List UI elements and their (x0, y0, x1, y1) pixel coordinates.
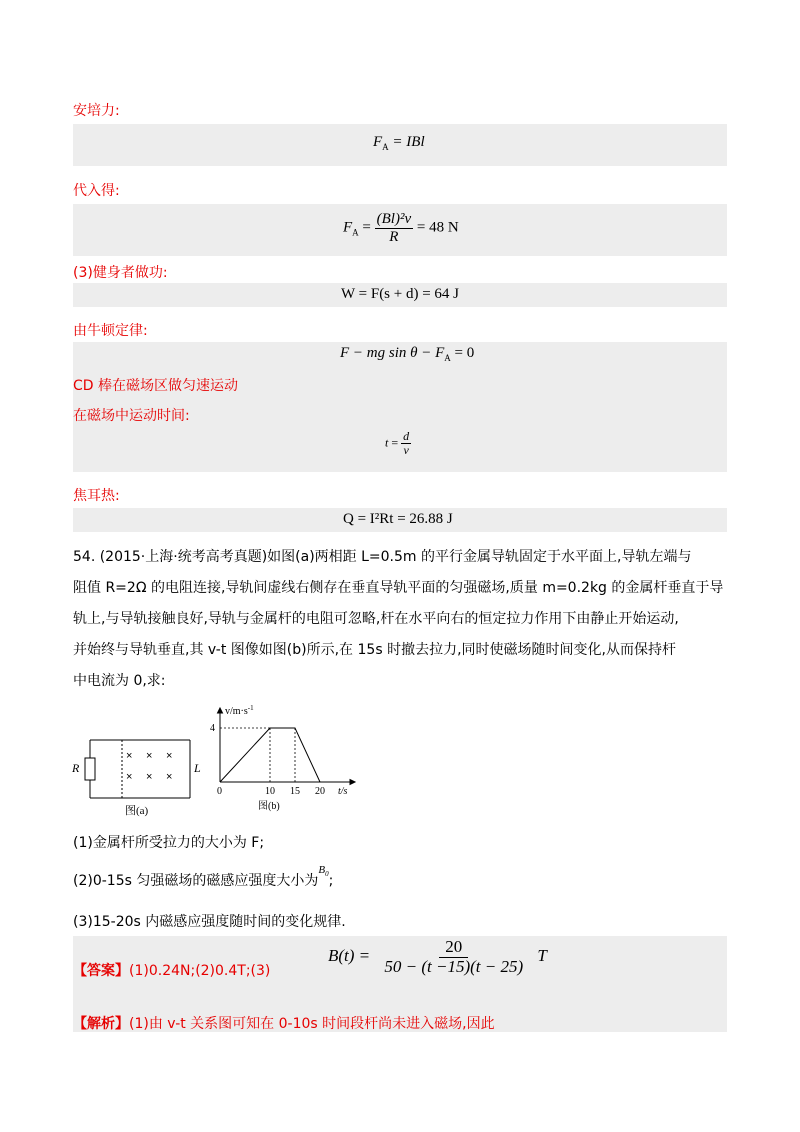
caption-a: 图(a) (125, 805, 149, 817)
problem-text-1: 如图(a)两相距 L=0.5m 的平行金属导轨固定于水平面上,导轨左端与 (267, 549, 692, 565)
field-cross: × (166, 771, 173, 783)
q2-symbol-letter: B (318, 864, 326, 876)
y-axis-label (225, 704, 254, 717)
field-cross: × (126, 750, 133, 762)
equation-box-5 (73, 508, 727, 532)
field-cross: × (126, 771, 133, 783)
formula-lhs: B(t) = (328, 946, 371, 966)
field-cross: × (146, 771, 153, 783)
x-tick-15: 15 (290, 786, 300, 797)
eq5-numerator: d (403, 429, 410, 443)
formula-unit: T (537, 946, 547, 966)
equation-box-3 (73, 283, 727, 307)
eq1-sub: A (382, 142, 389, 152)
label-R: R (72, 761, 80, 775)
eq1-lhs: F (373, 134, 383, 150)
formula-fraction (378, 938, 529, 976)
eq5-denominator: v (403, 443, 409, 458)
eq4-tail: = 0 (450, 345, 475, 361)
label-joule-heat: 焦耳热: (73, 488, 120, 504)
y-axis-label-text: v/m·s (225, 706, 248, 717)
y-axis-label-sup: -1 (247, 704, 254, 712)
equation-box-1 (73, 124, 727, 166)
x-tick-0: 0 (217, 786, 222, 797)
answer-box (73, 936, 727, 1032)
q2-symbol-sub: 0 (325, 870, 329, 879)
formula-denominator: 50 − (t −15)(t − 25) (384, 956, 524, 976)
x-axis-arrow (350, 780, 355, 785)
y-tick-4: 4 (210, 723, 215, 734)
question-2-tail: ; (328, 873, 334, 889)
problem-line-5: 中电流为 0,求: (73, 673, 166, 689)
eq2-denominator: R (389, 228, 399, 245)
question-2 (73, 864, 334, 890)
equation-ampere (373, 134, 425, 152)
problem-line-1 (73, 542, 733, 573)
eq4-main: F − mg sin θ − F (340, 345, 445, 361)
equation-joule: Q = I²Rt = 26.88 J (343, 511, 453, 527)
analysis-tag: 【解析】 (73, 1016, 129, 1032)
label-newton: 由牛顿定律: (73, 323, 148, 339)
problem-source: (2015·上海·统考高考真题) (99, 549, 268, 565)
answer-tag: 【答案】 (73, 963, 129, 979)
x-tick-20: 20 (315, 786, 325, 797)
answer-line (73, 960, 270, 980)
eq5-fraction (401, 430, 411, 457)
y-axis-arrow (218, 708, 223, 713)
equation-box-4 (73, 342, 727, 472)
field-cross: × (166, 750, 173, 762)
question-3: (3)15-20s 内磁感应强度随时间的变化规律. (73, 914, 346, 930)
question-1: (1)金属杆所受拉力的大小为 F; (73, 835, 265, 851)
problem-line-4: 并始终与导轨垂直,其 v-t 图像如图(b)所示,在 15s 时撤去拉力,同时使磁场随时间变化,从而保持杆 (73, 642, 676, 658)
analysis-line (73, 1013, 495, 1033)
caption-b: 图(b) (258, 801, 280, 812)
problem-line-2: 阻值 R=2Ω 的电阻连接,导轨间虚线右侧存在垂直导轨平面的匀强磁场,质量 m=0.2kg 的金属杆垂直于导 (73, 580, 724, 596)
field-cross: × (146, 750, 153, 762)
label-cd-motion: CD 棒在磁场区做匀速运动 (73, 378, 239, 394)
eq2-numerator: (Bl)²v (376, 211, 412, 227)
question-2-text: (2)0-15s 匀强磁场的磁感应强度大小为 (73, 873, 319, 889)
q2-symbol (318, 864, 329, 879)
label-time-in-field: 在磁场中运动时间: (73, 408, 190, 424)
x-axis-label: t/s (338, 786, 348, 797)
equation-newton: F − mg $\sin \theta - F_A = 0$ (340, 345, 475, 363)
problem-54 (73, 542, 733, 697)
problem-line-3: 轨上,与导轨接触良好,导轨与金属杆的电阻可忽略,杆在水平向右的恒定拉力作用下由静止开始运动, (73, 611, 679, 627)
answer-text: (1)0.24N;(2)0.4T;(3) (129, 963, 271, 979)
figure-b-vt-graph (205, 700, 365, 815)
equation-work: W = F(s + d) = 64 J (341, 286, 460, 302)
problem-number: 54. (73, 549, 96, 565)
figure-a (70, 730, 200, 820)
label-L: L (194, 761, 201, 775)
eq2-fraction (375, 211, 413, 245)
label-substitute: 代入得: (73, 183, 120, 199)
answer-formula (328, 938, 547, 976)
label-ampere-force: 安培力: (73, 103, 120, 119)
label-work: (3)健身者做功: (73, 265, 168, 281)
x-tick-10: 10 (265, 786, 275, 797)
eq2-rhs: = 48 N (416, 219, 459, 236)
eq1-rhs: = IBl (388, 134, 425, 150)
equation-box-2 (73, 204, 727, 256)
formula-numerator: 20 (439, 938, 468, 958)
analysis-text: (1)由 v-t 关系图可知在 0-10s 时间段杆尚未进入磁场,因此 (129, 1016, 495, 1032)
equation-time: t = $\frac{d}{v}$ (385, 429, 410, 458)
equation-substitute: $F_A$ = $\frac{\text{(Bl)²v}}{R}$ = 48 N (343, 211, 459, 245)
resistor (85, 758, 95, 780)
